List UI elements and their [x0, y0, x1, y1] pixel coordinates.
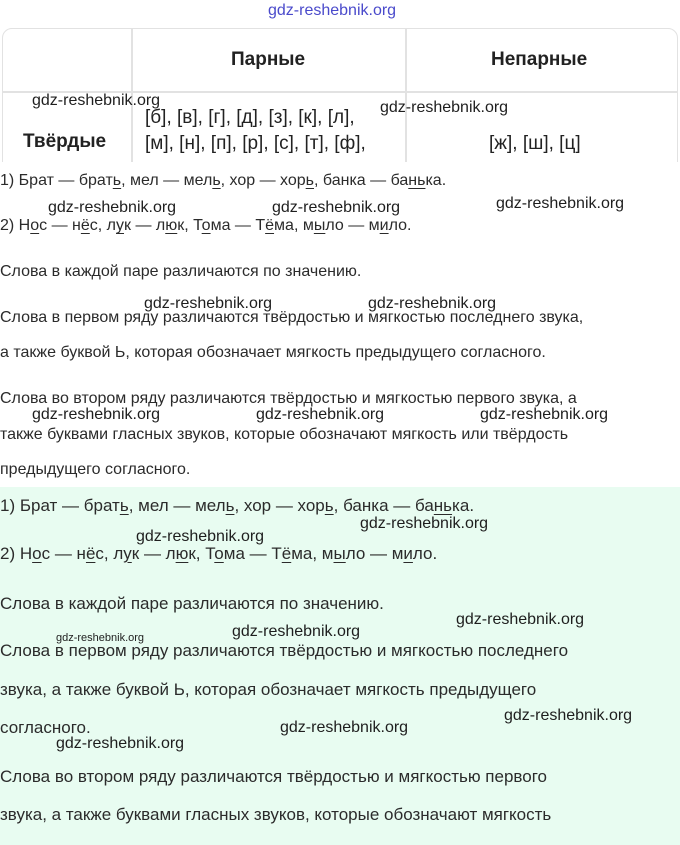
paragraph-row2-l1: Слова во втором ряду различаются твёрдостью и мягкостью первого звука, а [0, 390, 577, 407]
watermark: gdz-reshebnik.org [496, 195, 625, 212]
word-pairs-line-1-repeat: 1) Брат — брать, мел — мель, хор — хорь, банка — банька. [0, 496, 475, 515]
watermark: gdz-reshebnik.org [256, 406, 385, 423]
paragraph-row1-l1: Слова в первом ряду различаются твёрдостью и мягкостью последнего звука, [0, 309, 584, 326]
watermark: gdz-reshebnik.org [504, 707, 633, 724]
paragraph-row2-l3: предыдущего согласного. [0, 461, 191, 478]
paragraph-meaning: Слова в каждой паре различаются по значению. [0, 263, 362, 280]
paragraph-meaning-repeat: Слова в каждой паре различаются по значению. [0, 594, 384, 613]
watermark: gdz-reshebnik.org [360, 515, 489, 532]
word-pairs-line-2: 2) Нос — нёс, лук — люк, Тома — Тёма, мыло — мило. [0, 217, 412, 234]
word-pairs-line-2-repeat: 2) Нос — нёс, лук — люк, Тома — Тёма, мыло — мило. [0, 544, 438, 563]
watermark: gdz-reshebnik.org [480, 406, 609, 423]
watermark: gdz-reshebnik.org [32, 406, 161, 423]
watermark: gdz-reshebnik.org [280, 719, 409, 736]
watermark: gdz-reshebnik.org [56, 735, 185, 752]
watermark: gdz-reshebnik.org [272, 199, 401, 216]
watermark: gdz-reshebnik.org [144, 295, 273, 312]
watermark: gdz-reshebnik.org [368, 295, 497, 312]
watermark: gdz-reshebnik.org [48, 199, 177, 216]
paragraph-row1-l2-repeat: звука, а также буквой Ь, которая обозначает мягкость предыдущего [0, 680, 537, 699]
word-pairs-line-1: 1) Брат — брать, мел — мель, хор — хорь, банка — банька. [0, 172, 447, 189]
watermark-top: gdz-reshebnik.org [268, 2, 397, 19]
header-unpaired: Непарные [491, 49, 588, 70]
answer-block-2-background [0, 487, 680, 845]
unpaired-cell: [ж], [ш], [ц] [489, 133, 581, 154]
paragraph-row2-l2-repeat: звука, а также буквами гласных звуков, которые обозначают мягкость [0, 805, 552, 824]
watermark: gdz-reshebnik.org [232, 623, 361, 640]
paragraph-row1-l1-repeat: Слова в первом ряду различаются твёрдостью и мягкостью последнего [0, 641, 569, 660]
paired-cell-line2: [м], [н], [п], [р], [с], [т], [ф], [145, 133, 366, 154]
watermark: gdz-reshebnik.org [136, 528, 265, 545]
watermark-small: gdz-reshebnik.org [56, 632, 145, 644]
watermark: gdz-reshebnik.org [32, 92, 161, 109]
paragraph-row2-l2: также буквами гласных звуков, которые обозначают мягкость или твёрдость [0, 426, 569, 443]
watermark: gdz-reshebnik.org [380, 99, 509, 116]
paired-cell-line1: [б], [в], [г], [д], [з], [к], [л], [145, 107, 355, 128]
paragraph-row2-l1-repeat: Слова во втором ряду различаются твёрдостью и мягкостью первого [0, 767, 547, 786]
watermark: gdz-reshebnik.org [456, 611, 585, 628]
header-paired: Парные [231, 49, 306, 70]
paragraph-row1-l3-repeat: согласного. [0, 718, 91, 737]
paragraph-row1-l2: а также буквой Ь, которая обозначает мягкость предыдущего согласного. [0, 344, 546, 361]
row-label-hard: Твёрдые [23, 131, 107, 152]
